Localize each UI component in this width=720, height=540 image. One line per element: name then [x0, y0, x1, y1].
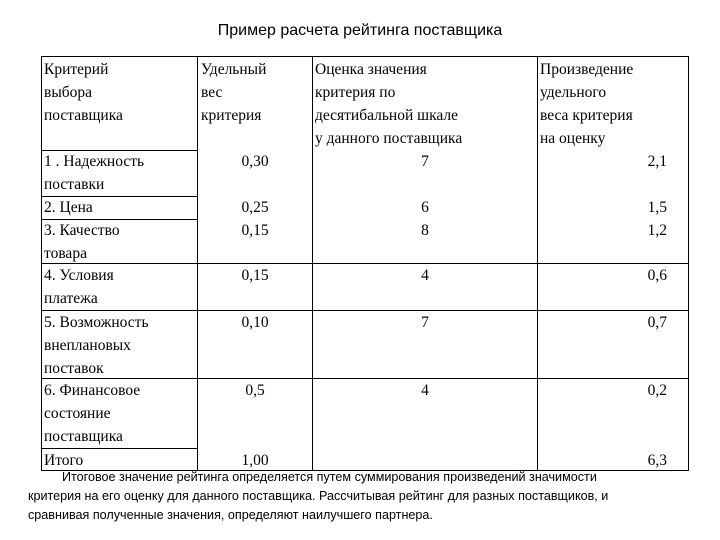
- weight-cell: 0,30: [241, 153, 269, 170]
- product-cell: 1,2: [647, 222, 667, 239]
- total-label: Итого: [44, 452, 84, 469]
- score-cell: 6: [421, 199, 429, 216]
- score-cell: 7: [421, 314, 429, 331]
- score-cell: 4: [421, 267, 429, 284]
- product-cell: 0,7: [647, 314, 667, 331]
- total-product: 6,3: [647, 452, 667, 469]
- score-cell: 4: [421, 382, 429, 399]
- weight-cell: 0,25: [241, 199, 269, 216]
- criterion-cell: 3. Качество товара: [44, 222, 120, 262]
- criterion-cell: 1 . Надежность поставки: [44, 153, 145, 193]
- criterion-cell: 5. Возможность внеплановых поставок: [44, 314, 149, 377]
- page-title: Пример расчета рейтинга поставщика: [217, 22, 503, 39]
- total-weight: 1,00: [241, 452, 269, 469]
- weight-cell: 0,15: [241, 222, 269, 239]
- score-cell: 8: [421, 222, 429, 239]
- criterion-cell: 4. Условия платежа: [44, 267, 114, 307]
- footer-note: [28, 468, 700, 525]
- weight-cell: 0,5: [245, 382, 265, 399]
- criterion-cell: 2. Цена: [44, 199, 93, 216]
- footer-line: Итоговое значение рейтинга определяется путем суммирования произведений значимости: [62, 470, 597, 484]
- criterion-cell: 6. Финансовое состояние поставщика: [44, 382, 141, 445]
- product-cell: 1,5: [647, 199, 667, 216]
- product-cell: 0,6: [647, 267, 667, 284]
- weight-cell: 0,10: [241, 314, 269, 331]
- score-cell: 7: [421, 153, 429, 170]
- footer-line: критерия на его оценку для данного поставщика. Рассчитывая рейтинг для разных поставщиков, и: [28, 489, 609, 503]
- product-cell: 0,2: [647, 382, 667, 399]
- weight-cell: 0,15: [241, 267, 269, 284]
- footer-line: сравнивая полученные значения, определяют наилучшего партнера.: [28, 508, 433, 522]
- rating-table: [41, 56, 689, 471]
- header-product: Произведение удельного веса критерия на оценку: [540, 61, 634, 147]
- header-score: Оценка значения критерия по десятибальной шкале у данного поставщика: [315, 61, 463, 147]
- product-cell: 2,1: [647, 153, 667, 170]
- header-criterion: Критерий выбора поставщика: [44, 61, 123, 124]
- header-weight: Удельный вес критерия: [201, 61, 267, 124]
